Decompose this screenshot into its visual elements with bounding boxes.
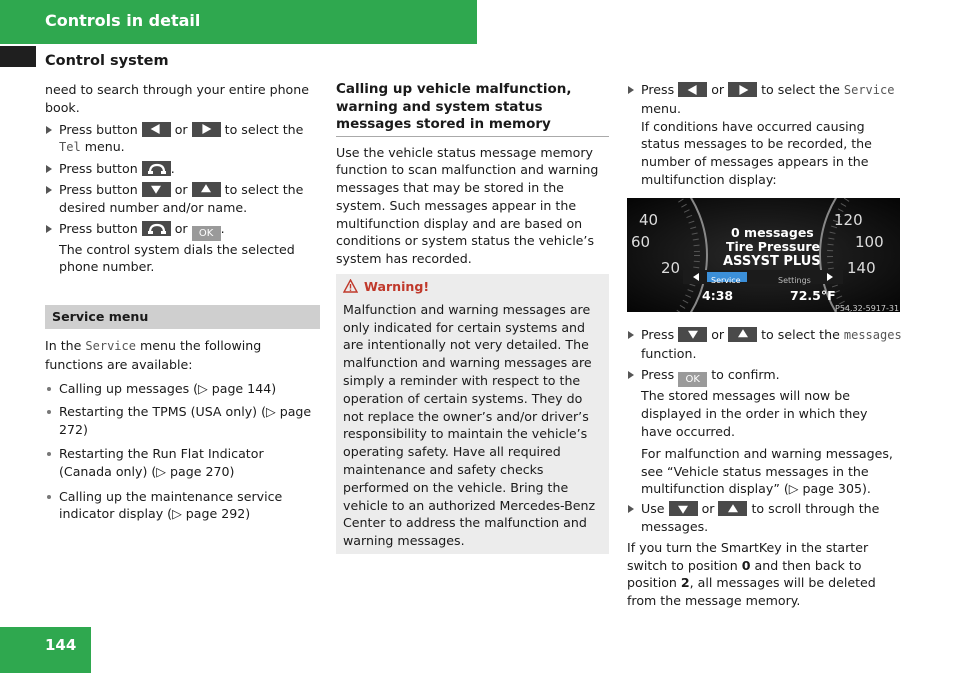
intro-text: need to search through your entire phone book. — [45, 82, 309, 115]
left-arrow-key-icon — [142, 122, 171, 137]
delete-messages-note: If you turn the SmartKey in the starter switch to position 0 and then back to position 2, all messages will be deleted from the message memory. — [627, 539, 876, 609]
menu-name-tel: Tel — [59, 140, 81, 155]
step-dial: Press button or OK . The control system dials the selected phone number. — [45, 220, 320, 277]
display-time: 4:38 — [702, 287, 734, 303]
malfunction-heading: Calling up vehicle malfunction, warning and system status messages stored in memory — [336, 81, 609, 137]
menu-name-service: Service — [85, 338, 136, 353]
malfunction-reference: For malfunction and warning messages, see “Vehicle status messages in the multifunction display” (▷ page 305). — [641, 445, 893, 497]
warning-box — [336, 274, 609, 554]
step-select-number: Press button or to select the desired number and/or name. — [45, 181, 320, 217]
step-select-messages: Press or to select the messages function. — [627, 326, 902, 363]
dial-label: 60 — [631, 232, 651, 251]
image-reference: P54.32-5917-31 — [835, 303, 900, 312]
display-temperature: 72.5°F — [790, 287, 836, 303]
malfunction-body: Use the vehicle status message memory function to scan malfunction and warning messages that may be stored in the system. Such messages appear in the multifunction display and are based on conditions or system status the vehicle’s system has recorded. — [336, 144, 599, 267]
status-note: If conditions have occurred causing status messages to be recorded, the number of messages appears in the multifunction display: — [641, 118, 872, 187]
list-item: Calling up the maintenance service indicator display (▷ page 292) — [45, 488, 320, 524]
dial-label: 140 — [847, 258, 876, 277]
section-marker — [0, 46, 36, 67]
column-middle — [336, 81, 609, 554]
down-arrow-key-icon — [678, 327, 707, 342]
display-line-assyst: ASSYST PLUS — [723, 253, 821, 269]
up-arrow-key-icon — [718, 501, 747, 516]
phone-key-icon — [142, 161, 171, 176]
up-arrow-key-icon — [192, 182, 221, 197]
service-menu-heading: Service menu — [45, 305, 320, 329]
column-left — [45, 81, 320, 523]
list-item: Calling up messages (▷ page 144) — [45, 380, 320, 398]
page-number: 144 — [45, 636, 77, 654]
display-line-messages: 0 messages — [731, 224, 814, 240]
step-select-tel: Press button or to select the Tel menu. — [45, 121, 320, 158]
phone-key-icon — [142, 221, 171, 236]
ok-key-icon: OK — [192, 226, 221, 241]
warning-triangle-icon — [343, 279, 358, 298]
section-title: Control system — [45, 53, 169, 69]
list-item: Restarting the TPMS (USA only) (▷ page 272) — [45, 403, 320, 439]
display-tab-service: Service — [711, 275, 741, 285]
column-right — [627, 81, 902, 610]
step-confirm: Press OK to confirm. The stored messages will now be displayed in the order in which they have occurred. For malfunction and warning messages, see “Vehicle status messages in the multifunction display” (▷ page 305). — [627, 366, 902, 498]
menu-name-messages: messages — [843, 327, 902, 342]
warning-body: Malfunction and warning messages are only indicated for certain systems and are intentionally not very detailed. The malfunction and warning messages are simply a reminder with respect to the operation of certain systems. They do not replace the owner’s and/or driver’s responsibility to maintain the vehicle’s operating safety. Have all required maintenance and safety checks performed on the vehicle. Bring the vehicle to an authorized Mercedes-Benz Center to address the malfunction and warning messages. — [343, 301, 596, 549]
display-line-tire: Tire Pressure — [726, 238, 821, 254]
ok-key-icon: OK — [678, 372, 707, 387]
chapter-title: Controls in detail — [45, 11, 201, 30]
right-arrow-key-icon — [192, 122, 221, 137]
dial-label: 40 — [639, 210, 659, 229]
list-item: Restarting the Run Flat Indicator (Canada only) (▷ page 270) — [45, 445, 320, 481]
up-arrow-key-icon — [728, 327, 757, 342]
step-select-service: Press or to select the Service menu. If conditions have occurred causing status messages to be recorded, the number of messages appears in the multifunction display: — [627, 81, 902, 189]
step-dial-note: The control system dials the selected phone number. — [59, 241, 295, 275]
right-arrow-key-icon — [728, 82, 757, 97]
warning-header: Warning! — [343, 278, 602, 298]
dial-label: 120 — [834, 210, 863, 229]
service-intro: In the Service menu the following functions are available: — [45, 337, 262, 372]
step-scroll: Use or to scroll through the messages. — [627, 500, 902, 536]
dial-label: 20 — [661, 258, 681, 277]
confirm-note: The stored messages will now be displayed in the order in which they have occurred. — [641, 388, 868, 439]
dial-label: 100 — [855, 232, 884, 251]
left-arrow-key-icon — [678, 82, 707, 97]
menu-name-service: Service — [843, 83, 895, 97]
multifunction-display-photo — [627, 198, 900, 312]
down-arrow-key-icon — [669, 501, 698, 516]
step-press-phone: Press button . — [45, 160, 320, 178]
down-arrow-key-icon — [142, 182, 171, 197]
display-tab-settings: Settings — [778, 275, 811, 285]
